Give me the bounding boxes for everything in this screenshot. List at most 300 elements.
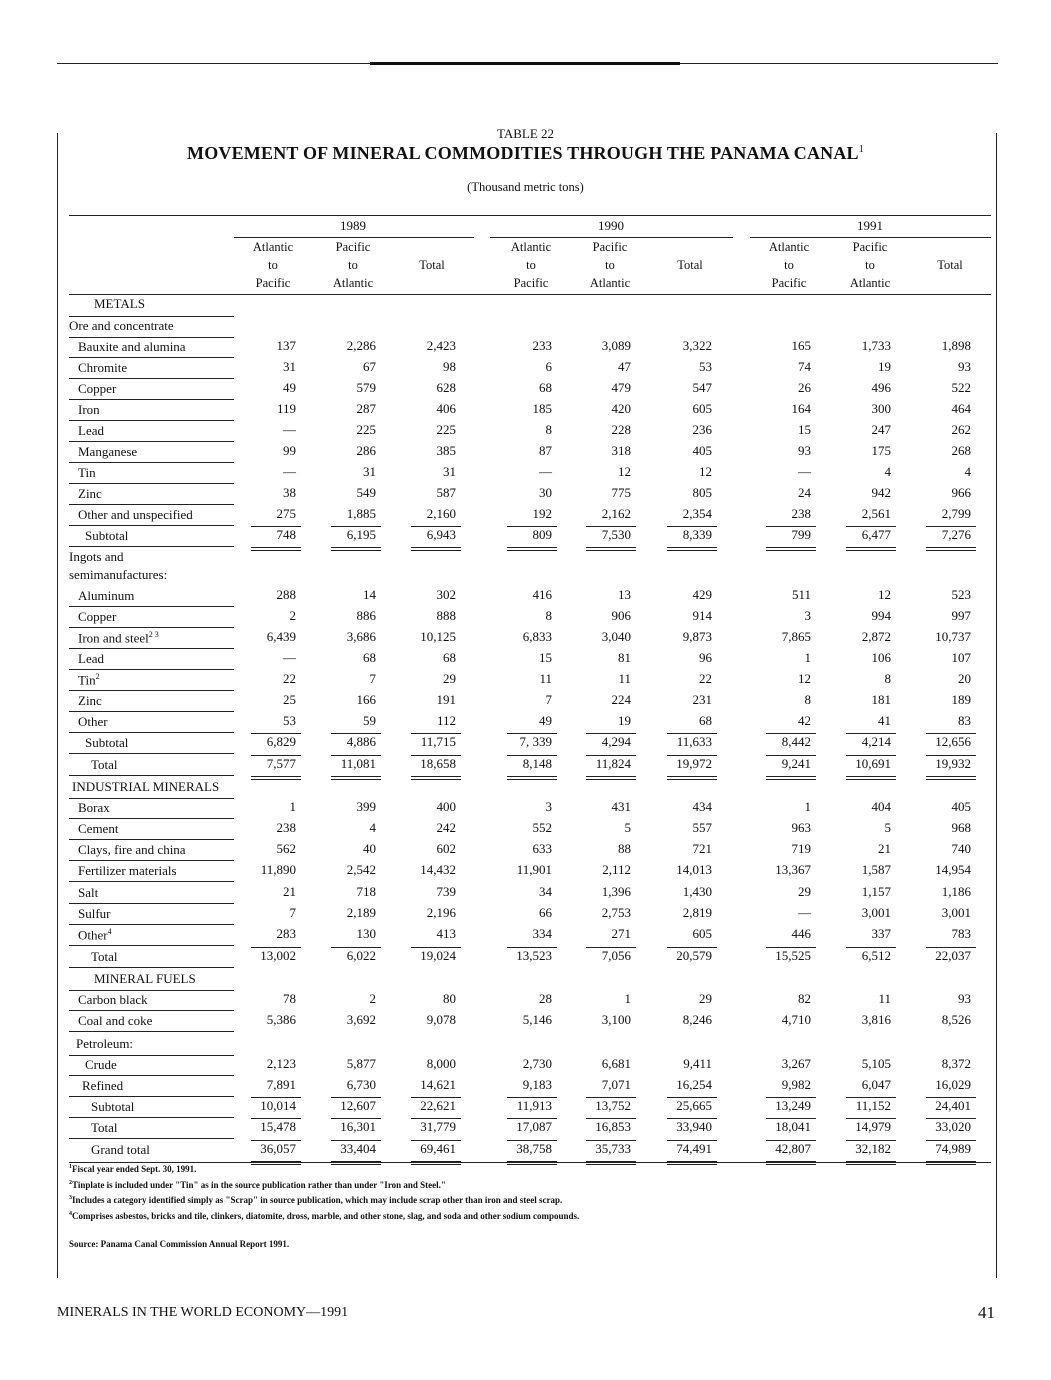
row-label-text: Subtotal (85, 735, 129, 750)
col-header-line: to (865, 258, 875, 272)
cell-rule (507, 947, 557, 948)
row-label (78, 863, 177, 879)
cell-rule (251, 1140, 301, 1141)
row-label (78, 444, 137, 460)
table-cell: 4 (884, 464, 891, 479)
table-cell: 81 (618, 650, 631, 665)
cell-rule (411, 526, 461, 527)
table-cell: 11,824 (595, 756, 631, 771)
footnote-text: Tinplate is included under "Tin" as in the source publication rather than under "Iron and Steel." (72, 1180, 446, 1190)
col-header-line: to (784, 258, 794, 272)
table-cell: 22,037 (935, 948, 971, 963)
table-cell: 2,354 (682, 506, 712, 521)
row-label-text: Subtotal (91, 1099, 135, 1114)
row-label (78, 486, 102, 502)
table-bottom-rule (69, 1162, 991, 1163)
table-cell: 11 (539, 671, 552, 686)
table-cell: 6,512 (861, 948, 891, 963)
footnote-mark: 2 3 (148, 630, 159, 639)
row-label (78, 381, 116, 397)
table-cell: 406 (436, 401, 456, 416)
table-cell: 942 (871, 485, 891, 500)
cell-rule (926, 526, 976, 527)
table-cell: 68 (539, 380, 552, 395)
row-label-text: Grand total (91, 1142, 150, 1157)
table-row (0, 712, 1051, 733)
cell-rule (331, 947, 381, 948)
table-cell: 2,160 (426, 506, 456, 521)
table-cell: 6,022 (346, 948, 376, 963)
row-label (78, 800, 110, 816)
row-label-text: Aluminum (78, 588, 135, 603)
table-cell: 19 (878, 359, 891, 374)
table-cell: 318 (611, 443, 631, 458)
source-note: Source: Panama Canal Commission Annual Report 1991. (69, 1239, 290, 1249)
col-header-line: Atlantic (768, 240, 810, 254)
footnote (69, 1180, 446, 1190)
table-cell: 11,913 (516, 1098, 552, 1113)
footnote-number: 3 (69, 1195, 72, 1201)
table-cell: 8,442 (781, 734, 811, 749)
section-industrial-minerals: INDUSTRIAL MINERALS (72, 779, 220, 794)
cell-double-rule (846, 547, 896, 551)
row-label-text: Iron (78, 402, 100, 417)
row-label (78, 609, 116, 625)
year-header-1990: 1990 (598, 218, 624, 233)
table-cell: 549 (356, 485, 376, 500)
table-cell: 8 (545, 422, 552, 437)
table-cell: 2,162 (601, 506, 631, 521)
table-row (0, 586, 1051, 607)
table-cell: 18,658 (420, 756, 456, 771)
row-label (78, 339, 186, 355)
table-cell: 13,249 (775, 1098, 811, 1113)
table-cell: 82 (798, 991, 811, 1006)
table-cell: 404 (871, 799, 891, 814)
table-cell: 4,294 (601, 734, 631, 749)
row-label-text: Subtotal (85, 528, 129, 543)
row-label-text: Tin (78, 465, 96, 480)
table-cell: 5,877 (346, 1056, 376, 1071)
table-cell: 32,182 (855, 1141, 891, 1156)
table-cell: 181 (871, 692, 891, 707)
row-label (78, 588, 134, 604)
table-cell: 31 (363, 464, 376, 479)
row-label-text: Total (91, 949, 118, 964)
col-header-pacific-to-atlantic (570, 238, 650, 292)
table-cell: 66 (539, 905, 552, 920)
table-cell: 6,439 (266, 629, 296, 644)
cell-rule (331, 1118, 381, 1119)
table-cell: — (539, 464, 552, 479)
col-header-line: to (526, 258, 536, 272)
table-cell: 1,885 (346, 506, 376, 521)
cell-rule (926, 755, 976, 756)
running-footer: MINERALS IN THE WORLD ECONOMY—1991 (57, 1305, 349, 1320)
table-cell: 13,523 (516, 948, 552, 963)
table-cell: 35,733 (595, 1141, 631, 1156)
row-label-text: Tin (78, 672, 96, 688)
table-cell: 74 (798, 359, 811, 374)
cell-rule (331, 1097, 381, 1098)
col-header-line: Atlantic (332, 276, 374, 290)
cell-rule (846, 733, 896, 734)
table-cell: 6,829 (266, 734, 296, 749)
table-cell: 11 (878, 991, 891, 1006)
table-cell: 587 (436, 485, 456, 500)
table-cell: 718 (356, 884, 376, 899)
cell-rule (846, 1140, 896, 1141)
table-cell: 14,954 (935, 862, 971, 877)
cell-rule (507, 1140, 557, 1141)
footnote-text: Includes a category identified simply as "Scrap" in source publication, which may include scrap other than iron and steel scrap. (72, 1195, 563, 1205)
section-rule (69, 316, 234, 317)
row-label (78, 1013, 152, 1029)
table-cell: 9,873 (682, 629, 712, 644)
table-cell: 8,148 (522, 756, 552, 771)
table-cell: 13,752 (595, 1098, 631, 1113)
cell-rule (667, 1118, 717, 1119)
table-cell: 29 (798, 884, 811, 899)
table-cell: 416 (532, 587, 552, 602)
col-header-line: Atlantic (589, 276, 631, 290)
col-header-line: to (348, 258, 358, 272)
col-header-line: Atlantic (849, 276, 891, 290)
row-label (78, 651, 104, 667)
table-cell: 231 (692, 692, 712, 707)
cell-rule (766, 733, 816, 734)
footnote-text: Comprises asbestos, bricks and tile, clinkers, diatomite, dross, marble, and other stone, slag, and soda and other sodium compounds. (72, 1211, 580, 1221)
cell-rule (251, 947, 301, 948)
table-cell: 2,196 (426, 905, 456, 920)
row-label (78, 630, 159, 646)
table-cell: 16,301 (340, 1119, 376, 1134)
table-cell: 3,001 (941, 905, 971, 920)
table-row (0, 1055, 1051, 1076)
table-cell: 12,656 (935, 734, 971, 749)
table-cell: 16,254 (676, 1077, 712, 1092)
table-cell: 14,979 (855, 1119, 891, 1134)
col-header-total: Total (937, 258, 963, 272)
footnote (69, 1195, 562, 1205)
table-cell: 10,125 (420, 629, 456, 644)
table-cell: 12 (699, 464, 712, 479)
table-cell: 107 (951, 650, 971, 665)
table-cell: 7,865 (781, 629, 811, 644)
table-cell: 434 (692, 799, 712, 814)
cell-rule (411, 755, 461, 756)
table-cell: 31,779 (420, 1119, 456, 1134)
cell-rule (411, 1140, 461, 1141)
table-cell: 740 (951, 841, 971, 856)
row-rule (69, 945, 234, 946)
table-cell: 22,621 (420, 1098, 456, 1113)
table-cell: 3 (545, 799, 552, 814)
table-cell: 10,737 (935, 629, 971, 644)
table-cell: 4 (964, 464, 971, 479)
table-cell: 8,000 (426, 1056, 456, 1071)
row-rule (69, 753, 234, 754)
table-cell: 775 (611, 485, 631, 500)
table-cell: 19,024 (420, 948, 456, 963)
cell-rule (667, 755, 717, 756)
table-cell: 405 (951, 799, 971, 814)
table-cell: 49 (283, 380, 296, 395)
table-cell: 25,665 (676, 1098, 712, 1113)
footnote-number: 2 (69, 1180, 72, 1186)
row-label (91, 757, 118, 773)
table-cell: 3,267 (781, 1056, 811, 1071)
row-label-text: Zinc (78, 486, 102, 501)
col-header-total: Total (677, 258, 703, 272)
table-cell: 547 (692, 380, 712, 395)
footnote (69, 1164, 196, 1174)
section-ingots: Ingots and (69, 549, 124, 564)
col-header-line: Pacific (255, 276, 291, 290)
table-cell: 233 (532, 338, 552, 353)
table-cell: 13 (618, 587, 631, 602)
table-cell: 49 (539, 713, 552, 728)
table-cell: 997 (951, 608, 971, 623)
row-rule (69, 881, 234, 882)
row-rule (69, 967, 234, 968)
table-cell: 21 (283, 884, 296, 899)
table-row (0, 1097, 1051, 1118)
cell-rule (926, 1118, 976, 1119)
table-row (0, 649, 1051, 670)
table-cell: 30 (539, 485, 552, 500)
row-label (78, 906, 111, 922)
table-cell: 15,525 (775, 948, 811, 963)
col-header-pacific-to-atlantic (830, 238, 910, 292)
row-label (78, 885, 98, 901)
table-cell: 18,041 (775, 1119, 811, 1134)
section-ingots-cont: semimanufactures: (69, 567, 168, 582)
row-label (78, 507, 193, 523)
row-label (78, 465, 96, 481)
table-row (0, 798, 1051, 819)
cell-double-rule (331, 776, 381, 780)
table-cell: 446 (791, 926, 811, 941)
table-cell: 12 (878, 587, 891, 602)
table-cell: 7,071 (601, 1077, 631, 1092)
table-cell: 8,339 (682, 527, 712, 542)
row-label (91, 1142, 150, 1158)
col-header-line: Pacific (335, 240, 371, 254)
table-cell: 7,276 (941, 527, 971, 542)
table-cell: 7, 339 (519, 734, 552, 749)
table-cell: 334 (532, 926, 552, 941)
cell-double-rule (667, 547, 717, 551)
cell-rule (766, 1097, 816, 1098)
table-cell: 68 (699, 713, 712, 728)
table-row (0, 526, 1051, 547)
table-cell: 1 (624, 991, 631, 1006)
table-cell: 719 (791, 841, 811, 856)
table-cell: 12,607 (340, 1098, 376, 1113)
table-row (0, 1140, 1051, 1161)
table-cell: 511 (791, 587, 811, 602)
cell-rule (586, 1118, 636, 1119)
col-header-line: to (605, 258, 615, 272)
table-cell: 1,186 (941, 884, 971, 899)
cell-double-rule (331, 547, 381, 551)
table-cell: 38 (283, 485, 296, 500)
table-cell: 42 (798, 713, 811, 728)
table-cell: 175 (871, 443, 891, 458)
table-cell: 28 (539, 991, 552, 1006)
table-cell: 13,002 (260, 948, 296, 963)
table-cell: 10,014 (260, 1098, 296, 1113)
table-cell: — (283, 422, 296, 437)
table-cell: 799 (791, 527, 811, 542)
table-cell: 7 (545, 692, 552, 707)
table-cell: 106 (871, 650, 891, 665)
cell-rule (411, 1118, 461, 1119)
table-cell: 22 (283, 671, 296, 686)
table-cell: 2 (289, 608, 296, 623)
table-cell: 1,157 (861, 884, 891, 899)
row-label-text: Sulfur (78, 906, 111, 921)
table-cell: 3 (804, 608, 811, 623)
row-label-text: Refined (82, 1078, 124, 1093)
footnote-mark: 2 (95, 672, 100, 681)
cell-rule (926, 947, 976, 948)
table-cell: 68 (443, 650, 456, 665)
table-cell: 413 (436, 926, 456, 941)
row-label-text: Total (91, 757, 118, 772)
table-cell: 7,530 (601, 527, 631, 542)
table-row (0, 379, 1051, 400)
table-cell: 93 (798, 443, 811, 458)
cell-rule (251, 755, 301, 756)
footnote-number: 1 (69, 1164, 72, 1170)
cell-double-rule (766, 547, 816, 551)
table-cell: 80 (443, 991, 456, 1006)
section-mineral-fuels: MINERAL FUELS (94, 971, 196, 986)
row-rule (69, 546, 234, 547)
table-cell: 963 (791, 820, 811, 835)
table-cell: 2,123 (266, 1056, 296, 1071)
table-cell: 633 (532, 841, 552, 856)
section-ore-and-concentrate: Ore and concentrate (69, 318, 174, 333)
cell-rule (251, 526, 301, 527)
table-row (0, 442, 1051, 463)
header-bottom-rule (69, 294, 991, 295)
table-cell: 1 (804, 799, 811, 814)
table-row (0, 670, 1051, 691)
table-cell: 119 (276, 401, 296, 416)
table-row (0, 819, 1051, 840)
row-rule (69, 1138, 234, 1139)
table-cell: 6,730 (346, 1077, 376, 1092)
table-cell: 9,982 (781, 1077, 811, 1092)
cell-double-rule (846, 776, 896, 780)
table-cell: 4,214 (861, 734, 891, 749)
cell-rule (331, 526, 381, 527)
cell-rule (586, 1140, 636, 1141)
table-row (0, 463, 1051, 484)
cell-rule (766, 755, 816, 756)
cell-rule (251, 1118, 301, 1119)
cell-double-rule (667, 776, 717, 780)
cell-rule (507, 755, 557, 756)
cell-rule (586, 947, 636, 948)
row-label (78, 821, 118, 837)
table-cell: 236 (692, 422, 712, 437)
row-label-text: Total (91, 1120, 118, 1135)
table-cell: 185 (532, 401, 552, 416)
table-cell: 31 (443, 464, 456, 479)
table-cell: 9,411 (683, 1056, 712, 1071)
cell-double-rule (586, 776, 636, 780)
table-row (0, 883, 1051, 904)
table-cell: 2,872 (861, 629, 891, 644)
table-label: TABLE 22 (496, 126, 555, 141)
table-cell: 886 (356, 608, 376, 623)
table-cell: 14,013 (676, 862, 712, 877)
table-cell: 34 (539, 884, 552, 899)
table-cell: 33,020 (935, 1119, 971, 1134)
table-cell: 385 (436, 443, 456, 458)
table-cell: 2,286 (346, 338, 376, 353)
col-header-total: Total (419, 258, 445, 272)
table-cell: 112 (436, 713, 456, 728)
cell-rule (846, 1097, 896, 1098)
table-cell: 605 (692, 926, 712, 941)
table-cell: 130 (356, 926, 376, 941)
table-cell: 1 (289, 799, 296, 814)
cell-rule (331, 1140, 381, 1141)
col-header-line: to (268, 258, 278, 272)
col-header-line: Atlantic (252, 240, 294, 254)
row-label-text: Crude (85, 1057, 117, 1072)
table-cell: 5,386 (266, 1012, 296, 1027)
table-cell: 748 (276, 527, 296, 542)
row-label-text: Other (78, 714, 108, 729)
table-cell: 4,886 (346, 734, 376, 749)
table-cell: 8 (545, 608, 552, 623)
row-label (91, 949, 118, 965)
row-label-text: Other and unspecified (78, 507, 193, 522)
cell-rule (507, 1097, 557, 1098)
table-cell: 337 (871, 926, 891, 941)
table-cell: 24,401 (935, 1098, 971, 1113)
table-cell: 400 (436, 799, 456, 814)
header-top-rule (69, 215, 991, 216)
table-cell: 33,404 (340, 1141, 376, 1156)
top-rule-accent (370, 62, 680, 65)
col-header-line: Pacific (852, 240, 888, 254)
row-label (78, 693, 102, 709)
table-cell: 262 (951, 422, 971, 437)
table-cell: 225 (356, 422, 376, 437)
table-cell: 3,322 (682, 338, 712, 353)
table-cell: 40 (363, 841, 376, 856)
table-cell: 191 (436, 692, 456, 707)
table-cell: 5 (624, 820, 631, 835)
table-cell: 96 (699, 650, 712, 665)
cell-double-rule (507, 776, 557, 780)
table-cell: 11,152 (855, 1098, 891, 1113)
table-cell: 7,891 (266, 1077, 296, 1092)
row-label (78, 927, 112, 943)
section-metals: METALS (94, 296, 145, 311)
cell-double-rule (411, 547, 461, 551)
row-rule (69, 1031, 234, 1032)
table-cell: 31 (283, 359, 296, 374)
table-cell: 6,195 (346, 527, 376, 542)
